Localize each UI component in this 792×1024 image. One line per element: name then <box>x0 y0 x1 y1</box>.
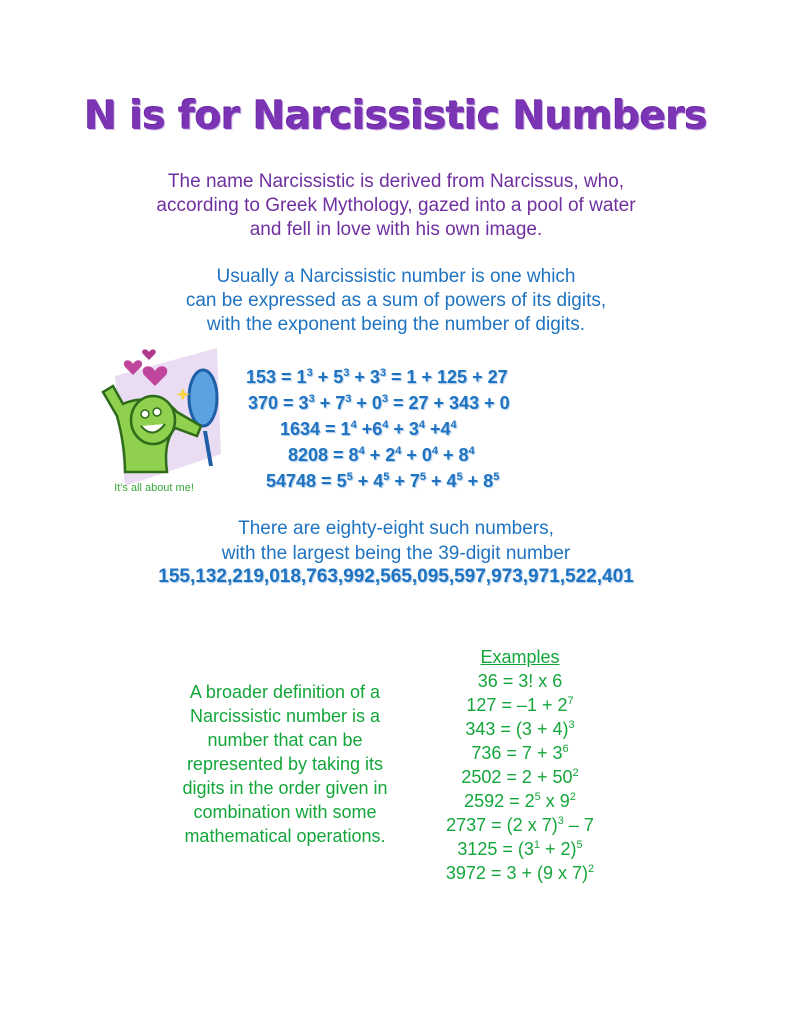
exponent: 5 <box>493 471 500 483</box>
example-row <box>420 669 620 693</box>
equation-row <box>280 416 580 442</box>
exponent: 2 <box>587 863 595 875</box>
examples-heading: Examples <box>480 647 560 667</box>
count-line: There are eighty-eight such numbers, <box>238 518 554 539</box>
broader-line: A broader definition of a <box>189 682 381 702</box>
intro-line: The name Narcissistic is derived from Narcissus, who, <box>167 171 625 192</box>
formula-text: + 8 <box>438 445 469 465</box>
exponent: 5 <box>383 471 390 483</box>
examples-list <box>420 645 620 885</box>
illustration-caption: It's all about me! <box>114 482 194 494</box>
formula-text: + 7 <box>314 393 346 413</box>
formula-text: + 7 <box>389 471 420 491</box>
formula-text: + 5 <box>312 367 344 387</box>
heart-icon <box>142 349 156 360</box>
formula-text: 3125 = (3 <box>457 839 534 859</box>
exponent: 4 <box>450 419 457 431</box>
exponent: 3 <box>557 815 564 827</box>
exponent: 3 <box>381 393 388 405</box>
example-row <box>420 861 620 885</box>
formula-text: – 7 <box>563 815 594 835</box>
formula-text: 343 = (3 + 4) <box>465 719 569 739</box>
formula-text: +4 <box>425 419 451 439</box>
formula-text: + 8 <box>462 471 494 491</box>
character-eye <box>153 408 161 416</box>
formula-text: 736 = 7 + 3 <box>471 743 563 763</box>
definition-line: can be expressed as a sum of powers of its digits, <box>185 290 607 311</box>
example-row <box>420 813 620 837</box>
formula-text: 36 = 3! x 6 <box>477 671 563 691</box>
exponent: 5 <box>456 471 463 483</box>
formula-text: + 0 <box>351 393 382 413</box>
exponent: 7 <box>567 695 574 707</box>
intro-line: and fell in love with his own image. <box>249 219 543 240</box>
formula-text: 8208 = 8 <box>288 445 359 465</box>
formula-text: x 9 <box>540 791 570 811</box>
formula-text: + 2 <box>364 445 396 465</box>
formula-text: 153 = 1 <box>246 367 307 387</box>
character-head <box>131 396 175 444</box>
example-row <box>420 741 620 765</box>
example-row <box>420 717 620 741</box>
formula-text: + 3 <box>388 419 419 439</box>
formula-text: 127 = –1 + 2 <box>466 695 568 715</box>
formula-text: + 3 <box>349 367 380 387</box>
broader-line: number that can be <box>207 730 363 750</box>
equation-row <box>248 390 548 416</box>
formula-text: = 27 + 343 + 0 <box>388 393 510 413</box>
character-eye <box>141 410 149 418</box>
formula-text: 2592 = 2 <box>464 791 535 811</box>
formula-text: 2502 = 2 + 50 <box>461 767 573 787</box>
example-row <box>420 789 620 813</box>
exponent: 2 <box>569 791 576 803</box>
formula-text: 54748 = 5 <box>266 471 347 491</box>
formula-text: 370 = 3 <box>248 393 309 413</box>
exponent: 4 <box>431 445 439 457</box>
intro-line: according to Greek Mythology, gazed into a pool of water <box>156 195 636 216</box>
equation-row <box>246 364 546 390</box>
exponent: 3 <box>379 367 386 379</box>
intro-paragraph <box>96 170 696 242</box>
exponent: 4 <box>382 419 389 431</box>
largest-number: 155,132,219,018,763,992,565,095,597,973,971,522,401 <box>158 566 634 587</box>
exponent: 2 <box>572 767 579 779</box>
exponent: 3 <box>308 393 315 405</box>
formula-text: 2737 = (2 x 7) <box>446 815 558 835</box>
definition-line: Usually a Narcissistic number is one which <box>216 266 576 287</box>
page-title: N is for Narcissistic Numbers <box>84 94 708 139</box>
mirror <box>189 370 217 426</box>
exponent: 4 <box>358 445 365 457</box>
broader-line: Narcissistic number is a <box>189 706 381 726</box>
equation-row <box>266 468 566 494</box>
formula-text: + 4 <box>426 471 457 491</box>
exponent: 6 <box>562 743 569 755</box>
exponent: 5 <box>534 791 541 803</box>
broader-line: combination with some <box>193 802 377 822</box>
exponent: 1 <box>533 839 541 851</box>
exponent: 4 <box>468 445 475 457</box>
broader-line: mathematical operations. <box>184 826 386 846</box>
exponent: 4 <box>418 419 426 431</box>
equation-row <box>288 442 588 468</box>
exponent: 3 <box>343 367 350 379</box>
formula-text: = 1 + 125 + 27 <box>386 367 508 387</box>
exponent: 3 <box>345 393 352 405</box>
count-line: with the largest being the 39-digit number <box>221 543 571 564</box>
formula-text: + 0 <box>401 445 432 465</box>
formula-text: +6 <box>356 419 383 439</box>
formula-text: 1634 = 1 <box>280 419 351 439</box>
exponent: 4 <box>350 419 357 431</box>
broader-line: digits in the order given in <box>182 778 388 798</box>
definition-line: with the exponent being the number of digits. <box>206 314 586 335</box>
exponent: 5 <box>576 839 583 851</box>
definition-paragraph <box>96 265 696 337</box>
count-paragraph <box>96 516 696 566</box>
broader-line: represented by taking its <box>186 754 384 774</box>
formula-text: 3972 = 3 + (9 x 7) <box>445 863 588 883</box>
formula-text: + 2) <box>540 839 577 859</box>
exponent: 3 <box>568 719 575 731</box>
example-row <box>420 837 620 861</box>
broader-definition <box>155 680 415 848</box>
exponent: 5 <box>419 471 427 483</box>
exponent: 4 <box>395 445 402 457</box>
example-row <box>420 693 620 717</box>
green-character-with-mirror-icon <box>95 346 225 498</box>
formula-text: + 4 <box>352 471 384 491</box>
example-row <box>420 765 620 789</box>
narcissistic-equations <box>246 364 550 494</box>
exponent: 3 <box>306 367 313 379</box>
exponent: 5 <box>346 471 353 483</box>
